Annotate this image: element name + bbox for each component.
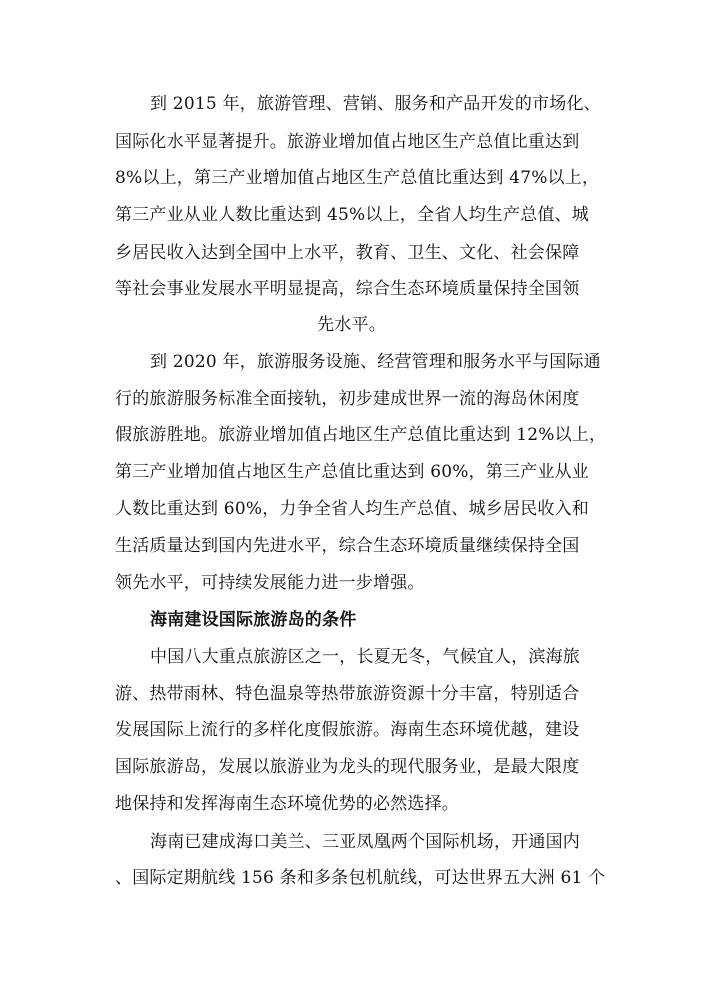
- text-line: 游、热带雨林、特色温泉等热带旅游资源十分丰富，特别适合: [115, 684, 580, 704]
- text-line: 等社会事业发展水平明显提高，综合生态环境质量保持全国领: [115, 279, 580, 299]
- text-line: 行的旅游服务标准全面接轨，初步建成世界一流的海岛休闲度: [115, 389, 580, 409]
- text-line: 到 2015 年，旅游管理、营销、服务和产品开发的市场化、: [150, 94, 601, 114]
- text-line: 国际旅游岛，发展以旅游业为龙头的现代服务业，是最大限度: [115, 757, 580, 777]
- text-line: 中国八大重点旅游区之一，长夏无冬，气候宜人，滨海旅: [150, 647, 580, 667]
- text-line: 领先水平，可持续发展能力进一步增强。: [115, 573, 425, 593]
- text-line: 先水平。: [317, 315, 386, 335]
- text-line: 8%以上，第三产业增加值占地区生产总值比重达到 47%以上，: [115, 168, 600, 188]
- text-line: 海南已建成海口美兰、三亚凤凰两个国际机场，开通国内: [150, 832, 580, 852]
- text-line: 地保持和发挥海南生态环境优势的必然选择。: [115, 794, 459, 814]
- text-line: 乡居民收入达到全国中上水平，教育、卫生、文化、社会保障: [115, 243, 580, 263]
- text-line: 人数比重达到 60%，力争全省人均生产总值、城乡居民收入和: [115, 499, 589, 519]
- text-line: 、国际定期航线 156 条和多条包机航线，可达世界五大洲 61 个: [115, 868, 606, 888]
- text-line: 第三产业增加值占地区生产总值比重达到 60%，第三产业从业: [115, 462, 589, 482]
- text-line: 国际化水平显著提升。旅游业增加值占地区生产总值比重达到: [115, 132, 580, 152]
- section-heading: 海南建设国际旅游岛的条件: [150, 610, 357, 630]
- text-line: 生活质量达到国内先进水平，综合生态环境质量继续保持全国: [115, 536, 580, 556]
- text-line: 第三产业从业人数比重达到 45%以上，全省人均生产总值、城: [115, 205, 589, 225]
- text-line: 到 2020 年，旅游服务设施、经营管理和服务水平与国际通: [150, 352, 601, 372]
- text-line: 假旅游胜地。旅游业增加值占地区生产总值比重达到 12%以上，: [115, 425, 607, 445]
- text-line: 发展国际上流行的多样化度假旅游。海南生态环境优越，建设: [115, 720, 580, 740]
